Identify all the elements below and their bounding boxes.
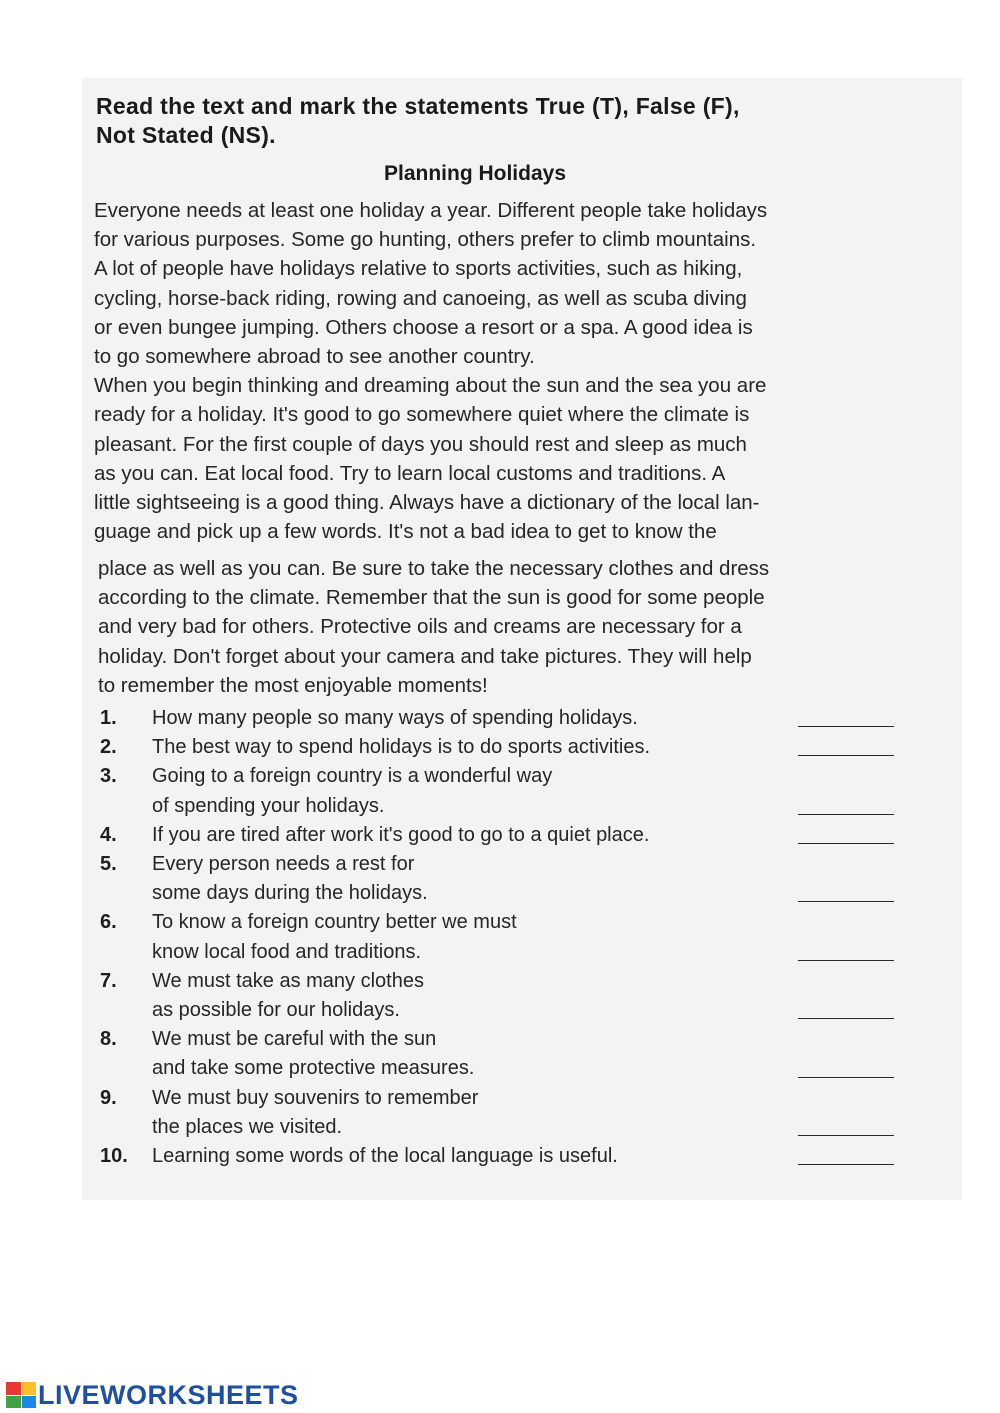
statement-text xyxy=(152,733,650,762)
answer-blank[interactable] xyxy=(798,755,894,756)
passage-line: to remember the most enjoyable moments! xyxy=(98,673,488,697)
passage-line: guage and pick up a few words. It's not a bad idea to get to know the xyxy=(94,520,717,544)
passage-line: A lot of people have holidays relative to sports activities, such as hiking, xyxy=(94,257,743,281)
statement-item xyxy=(100,908,900,966)
instructions xyxy=(96,92,916,150)
statement-number: 8. xyxy=(100,1028,117,1051)
statement-line: Going to a foreign country is a wonderful way xyxy=(152,765,553,788)
statement-text xyxy=(152,762,552,820)
answer-blank[interactable] xyxy=(798,814,894,815)
statement-text xyxy=(152,821,649,850)
answer-blank[interactable] xyxy=(798,843,894,844)
passage-line: cycling, horse-back riding, rowing and canoeing, as well as scuba diving xyxy=(94,286,747,310)
statement-text xyxy=(152,967,424,1025)
statement-line: know local food and traditions. xyxy=(152,940,422,963)
logo-square xyxy=(22,1382,37,1395)
answer-blank[interactable] xyxy=(798,1018,894,1019)
statement-item xyxy=(100,704,900,733)
statement-number: 3. xyxy=(100,765,117,788)
page-title: Planning Holidays xyxy=(383,162,567,185)
passage-line: or even bungee jumping. Others choose a resort or a spa. A good idea is xyxy=(94,315,753,339)
statement-line: To know a foreign country better we must xyxy=(152,911,517,934)
answer-blank[interactable] xyxy=(798,901,894,902)
statement-line: We must take as many clothes xyxy=(152,969,424,992)
passage-line: holiday. Don't forget about your camera and take pictures. They will help xyxy=(98,644,752,668)
statement-number: 2. xyxy=(100,736,117,759)
statement-text xyxy=(152,704,638,733)
statement-number: 10. xyxy=(100,1145,128,1168)
logo-text: LIVEWORKSHEETS xyxy=(38,1379,299,1410)
answer-blank[interactable] xyxy=(798,726,894,727)
passage-line: for various purposes. Some go hunting, others prefer to climb mountains. xyxy=(94,228,757,252)
statement-number: 5. xyxy=(100,853,117,876)
statement-item xyxy=(100,1142,900,1171)
instructions-line-1: Read the text and mark the statements True (T), False (F), xyxy=(96,93,740,119)
liveworksheets-logo xyxy=(6,1380,299,1410)
passage-line: little sightseeing is a good thing. Always have a dictionary of the local lan- xyxy=(94,491,760,515)
statement-number: 7. xyxy=(100,969,117,992)
passage-line: ready for a holiday. It's good to go somewhere quiet where the climate is xyxy=(94,403,750,427)
instructions-line-2: Not Stated (NS). xyxy=(96,122,276,148)
statement-line: Learning some words of the local language is useful. xyxy=(152,1145,618,1168)
statement-line: If you are tired after work it's good to go to a quiet place. xyxy=(152,823,650,846)
statement-text xyxy=(152,850,428,908)
statement-item xyxy=(100,967,900,1025)
statement-item xyxy=(100,1084,900,1142)
statement-number: 9. xyxy=(100,1086,117,1109)
passage-line: place as well as you can. Be sure to take the necessary clothes and dress xyxy=(98,557,770,580)
statement-line: The best way to spend holidays is to do sports activities. xyxy=(152,736,651,759)
logo-square xyxy=(6,1396,21,1409)
statement-line: We must buy souvenirs to remember xyxy=(152,1086,479,1109)
logo-square xyxy=(6,1382,21,1395)
statement-text xyxy=(152,908,517,966)
passage-line: as you can. Eat local food. Try to learn local customs and traditions. A xyxy=(94,461,726,485)
statement-line: and take some protective measures. xyxy=(152,1057,475,1080)
passage-line: When you begin thinking and dreaming about the sun and the sea you are xyxy=(94,374,767,398)
statement-list xyxy=(100,704,900,1171)
statement-text xyxy=(152,1025,474,1083)
statement-number: 1. xyxy=(100,707,117,729)
answer-blank[interactable] xyxy=(798,1135,894,1136)
statement-text xyxy=(152,1142,618,1171)
passage-line: to go somewhere abroad to see another country. xyxy=(94,345,535,369)
statement-number: 6. xyxy=(100,911,117,934)
statement-line: Every person needs a rest for xyxy=(152,853,415,876)
answer-blank[interactable] xyxy=(798,960,894,961)
statement-item xyxy=(100,821,900,850)
statement-line: How many people so many ways of spending holidays. xyxy=(152,707,638,729)
statement-item xyxy=(100,733,900,762)
statement-line: as possible for our holidays. xyxy=(152,999,400,1022)
answer-blank[interactable] xyxy=(798,1077,894,1078)
statement-text xyxy=(152,1084,478,1142)
reading-passage-part-2 xyxy=(98,554,912,700)
passage-line: according to the climate. Remember that the sun is good for some people xyxy=(98,586,765,610)
statement-item xyxy=(100,850,900,908)
statement-item xyxy=(100,1025,900,1083)
answer-blank[interactable] xyxy=(798,1164,894,1165)
passage-line: and very bad for others. Protective oils and creams are necessary for a xyxy=(98,615,742,639)
logo-square xyxy=(22,1396,37,1409)
passage-line: Everyone needs at least one holiday a year. Different people take holidays xyxy=(94,199,768,222)
statement-line: of spending your holidays. xyxy=(152,794,385,817)
logo-icon xyxy=(6,1382,36,1408)
statement-number: 4. xyxy=(100,823,117,846)
statement-line: the places we visited. xyxy=(152,1115,343,1138)
statement-line: some days during the holidays. xyxy=(152,882,428,905)
statement-item xyxy=(100,762,900,820)
passage-line: pleasant. For the first couple of days you should rest and sleep as much xyxy=(94,432,747,456)
statement-line: We must be careful with the sun xyxy=(152,1028,437,1051)
reading-passage-part-1 xyxy=(94,196,908,546)
